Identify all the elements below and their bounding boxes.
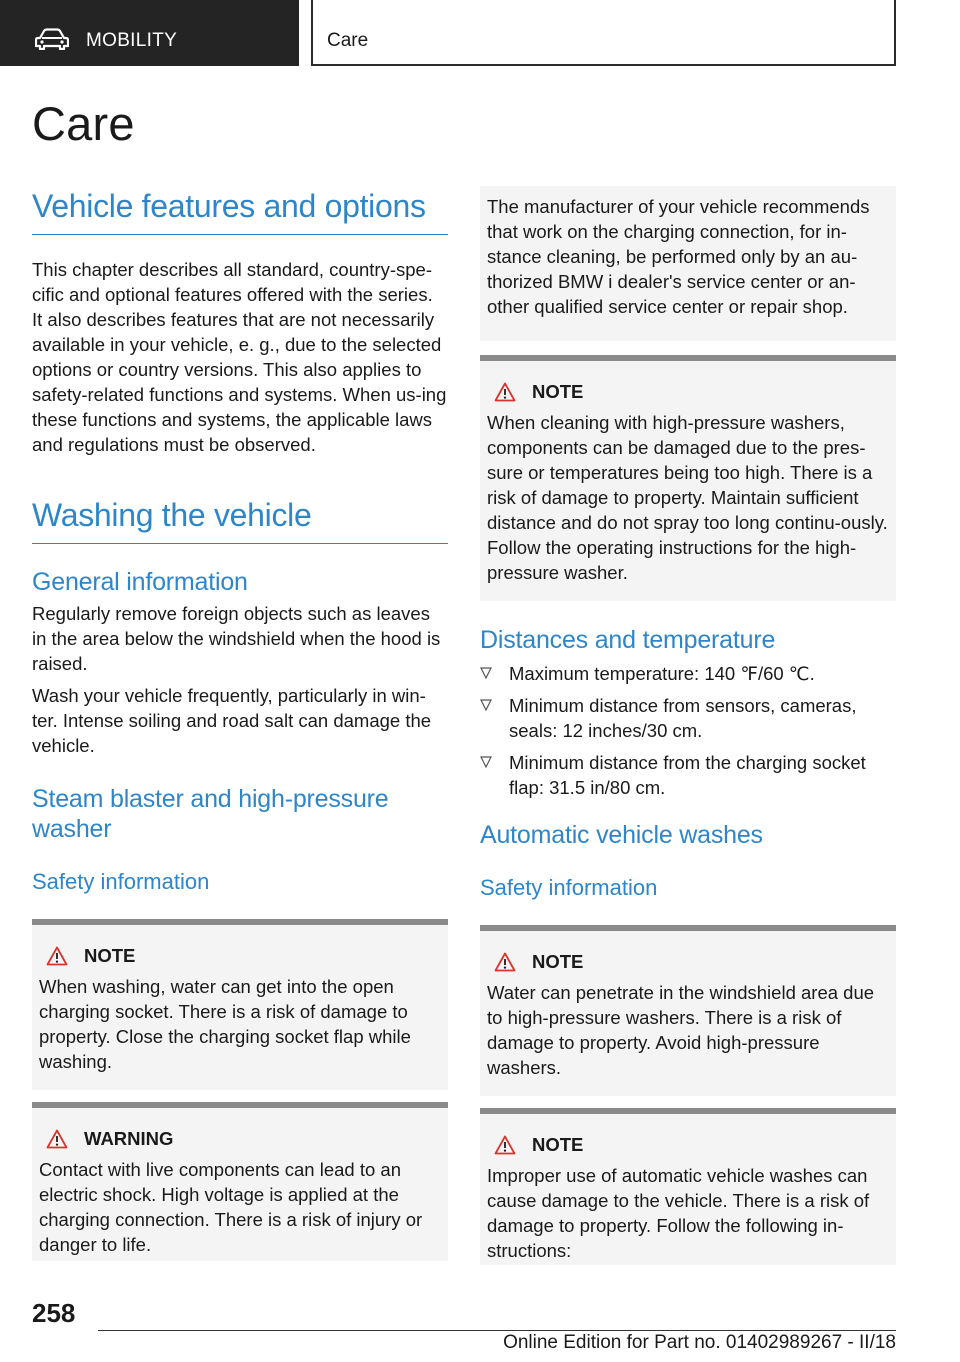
list-item-text: Minimum distance from the charging socket flap: 31.5 in/80 cm. [509, 752, 866, 798]
footer-edition: Online Edition for Part no. 01402989267 - II/18 [503, 1332, 896, 1353]
warning-box-live-components [32, 1102, 448, 1261]
note-box-windshield [480, 925, 896, 1096]
paragraph-general-1: Regularly remove foreign objects such as leaves in the area below the windshield when the hood is raised. [32, 603, 441, 674]
note-text: Water can penetrate in the windshield area due to high-pressure washers. There is a risk of damage to property. Avoid high-pressure washers. [487, 982, 875, 1078]
header-chapter-tab[interactable] [311, 0, 896, 66]
heading-washing-vehicle: Washing the vehicle [32, 495, 448, 544]
page-title: Care [32, 97, 135, 150]
heading-vehicle-features: Vehicle features and options [32, 186, 448, 235]
note-text: When cleaning with high-pressure washers, components can be damaged due to the pres-sure or temperatures being too high. There is a risk of damage to property. Maintain sufficient distance and do not spray too long continu-ously. Follow the operating instructions for the high-pressure washer. [487, 412, 888, 583]
bullet-triangle-icon [480, 699, 492, 711]
car-icon [35, 28, 69, 50]
heading-steam-blaster: Steam blaster and high-pressure washer [32, 785, 389, 843]
heading-distances-temperature: Distances and temperature [480, 626, 776, 654]
paragraph-general-2: Wash your vehicle frequently, particularly in win-ter. Intense soiling and road salt can damage the vehicle. [32, 685, 432, 756]
note-title [487, 949, 888, 974]
info-text: The manufacturer of your vehicle recommends that work on the charging connection, for in-stance cleaning, be performed only by an au-thorized BMW i dealer's service center or an-other qualified service center or repair shop. [487, 196, 870, 317]
warning-triangle-icon [46, 1129, 68, 1149]
header-section-tab[interactable] [0, 0, 299, 66]
note-title [487, 1132, 888, 1157]
note-title-text: NOTE [84, 945, 136, 966]
bullet-triangle-icon [480, 756, 492, 768]
paragraph-vehicle-features: This chapter describes all standard, country-spe-cific and optional features offered with the series. It also describes features that are not necessarily available in your vehicle, e. g., due to the selected options or country versions. This also applies to safety-related functions and systems. When us-ing these functions and systems, the applicable laws and regulations must be observed. [32, 259, 447, 455]
note-title [487, 379, 888, 404]
heading-safety-information-2: Safety information [480, 875, 658, 900]
note-title-text: NOTE [532, 951, 584, 972]
warning-triangle-icon [46, 946, 68, 966]
note-title-text: NOTE [532, 1134, 584, 1155]
list-item [480, 693, 896, 743]
warning-text: Contact with live components can lead to an electric shock. High voltage is applied at the charging connection. There is a risk of injury or danger to life. [39, 1159, 423, 1255]
list-item-text: Minimum distance from sensors, cameras, seals: 12 inches/30 cm. [509, 695, 857, 741]
footer-divider [98, 1330, 896, 1331]
bullet-triangle-icon [480, 667, 492, 679]
note-box-automatic-washes [480, 1108, 896, 1265]
heading-general-information: General information [32, 568, 248, 596]
list-item [480, 750, 896, 800]
right-column [480, 186, 896, 1265]
note-box-charging-socket [32, 919, 448, 1090]
note-title [39, 943, 440, 968]
list-item-text: Maximum temperature: 140 ℉/60 ℃. [509, 663, 815, 684]
left-column [32, 186, 448, 1261]
header-chapter-label: Care [327, 30, 369, 51]
note-title-text: NOTE [532, 381, 584, 402]
warning-title-text: WARNING [84, 1128, 174, 1149]
heading-safety-information: Safety information [32, 869, 210, 894]
info-box-charging-connection [480, 186, 896, 341]
warning-triangle-icon [494, 382, 516, 402]
list-item [480, 661, 896, 686]
note-box-high-pressure [480, 355, 896, 601]
warning-triangle-icon [494, 952, 516, 972]
page-number: 258 [32, 1298, 76, 1328]
note-text: Improper use of automatic vehicle washes can cause damage to the vehicle. There is a risk of damage to property. Follow the following in-structions: [487, 1165, 870, 1261]
warning-title [39, 1126, 440, 1151]
distance-list [480, 661, 896, 800]
header-section-label: MOBILITY [86, 30, 178, 51]
warning-triangle-icon [494, 1135, 516, 1155]
note-text: When washing, water can get into the open charging socket. There is a risk of damage to property. Close the charging socket flap while washing. [39, 976, 411, 1072]
heading-automatic-washes: Automatic vehicle washes [480, 821, 763, 849]
